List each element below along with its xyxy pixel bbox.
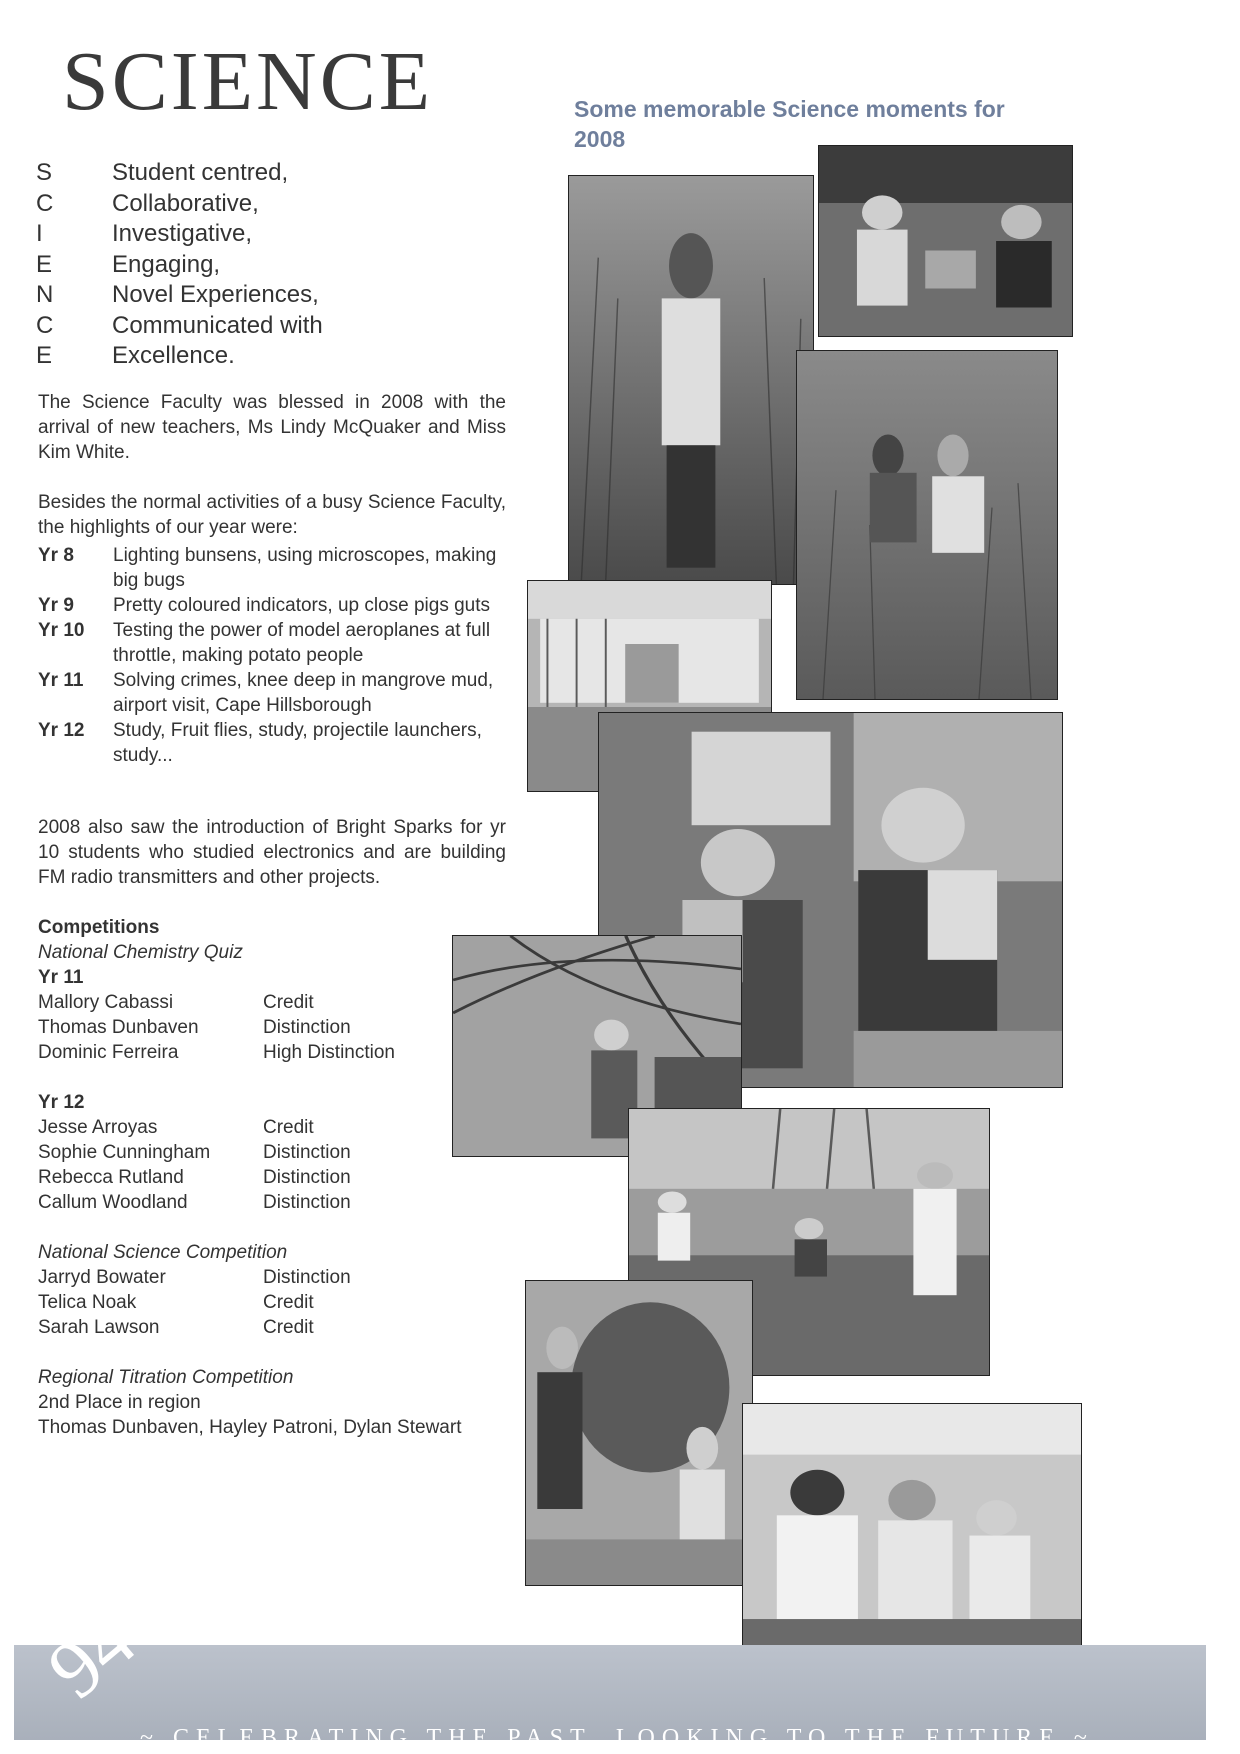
- result-row: [38, 1115, 508, 1140]
- photo-balloon-experiment: [525, 1280, 753, 1586]
- result-row: [38, 1015, 508, 1040]
- acrostic-word: Investigative,: [112, 220, 253, 247]
- acrostic-letter: N: [36, 281, 54, 308]
- acrostic-row: [36, 250, 323, 281]
- result-row: [38, 1265, 508, 1290]
- result-row: [38, 1315, 508, 1340]
- chemistry-quiz-title: National Chemistry Quiz: [38, 942, 243, 963]
- highlight-row: [38, 668, 508, 718]
- result-name: Dominic Ferreira: [38, 1042, 179, 1063]
- result-award: Credit: [263, 1292, 314, 1313]
- result-name: Jarryd Bowater: [38, 1267, 166, 1288]
- titration-team: Thomas Dunbaven, Hayley Patroni, Dylan Stewart: [38, 1417, 462, 1438]
- highlight-text: Pretty coloured indicators, up close pigs guts: [113, 595, 491, 616]
- acrostic-row: [36, 311, 323, 342]
- result-name: Rebecca Rutland: [38, 1167, 184, 1188]
- photo-students-table: [818, 145, 1073, 337]
- highlights-intro: Besides the normal activities of a busy Science Faculty, the highlights of our year were:: [38, 492, 506, 538]
- result-name: Sarah Lawson: [38, 1317, 160, 1338]
- result-name: Sophie Cunningham: [38, 1142, 211, 1163]
- moments-heading: Some memorable Science moments for 2008: [574, 96, 1005, 152]
- result-name: Jesse Arroyas: [38, 1117, 158, 1138]
- highlight-text: Study, Fruit flies, study, projectile launchers, study...: [113, 720, 482, 766]
- result-award: Distinction: [263, 1167, 351, 1188]
- photo-field-work: [796, 350, 1058, 700]
- acrostic-letter: C: [36, 311, 54, 339]
- result-row: [38, 1165, 508, 1190]
- result-row: [38, 1290, 508, 1315]
- highlight-year: Yr 10: [38, 620, 85, 641]
- titration-place: 2nd Place in region: [38, 1392, 201, 1413]
- titration-competition-title: Regional Titration Competition: [38, 1367, 294, 1388]
- acrostic-word: Excellence.: [112, 342, 235, 369]
- acrostic-row: [36, 158, 323, 189]
- highlights-list: [38, 543, 508, 768]
- highlight-year: Yr 8: [38, 545, 74, 566]
- result-row: [38, 1190, 508, 1215]
- acrostic-word: Engaging,: [112, 250, 221, 278]
- result-name: Mallory Cabassi: [38, 992, 174, 1013]
- acrostic-word: Collaborative,: [112, 189, 259, 217]
- result-award: Credit: [263, 1117, 314, 1138]
- photo-mangrove-student: [568, 175, 814, 585]
- highlight-text: Lighting bunsens, using microscopes, making big bugs: [113, 545, 497, 591]
- acrostic-row: [36, 219, 323, 250]
- acrostic-letter: I: [36, 220, 43, 247]
- highlight-row: [38, 593, 508, 618]
- science-competition-title: National Science Competition: [38, 1242, 288, 1263]
- highlight-row: [38, 618, 508, 668]
- yr12-label: Yr 12: [38, 1092, 85, 1113]
- highlight-year: Yr 9: [38, 595, 74, 616]
- result-award: Distinction: [263, 1017, 351, 1038]
- result-row: [38, 1040, 508, 1065]
- result-award: Credit: [263, 992, 314, 1013]
- competitions-section: [38, 915, 508, 1440]
- acrostic-word: Student centred,: [112, 159, 289, 186]
- result-award: Distinction: [263, 1142, 351, 1163]
- highlight-text: Testing the power of model aeroplanes at full throttle, making potato people: [113, 620, 491, 666]
- acrostic-letter: S: [36, 159, 53, 186]
- faculty-paragraph: The Science Faculty was blessed in 2008 with the arrival of new teachers, Ms Lindy McQuaker and Miss Kim White.: [38, 392, 506, 463]
- result-row: [38, 1140, 508, 1165]
- result-name: Telica Noak: [38, 1292, 137, 1313]
- result-row: [38, 990, 508, 1015]
- highlight-row: [38, 718, 508, 768]
- footer-motto: ~ CELEBRATING THE PAST, LOOKING TO THE FUTURE ~: [140, 1725, 1094, 1751]
- acrostic-letter: E: [36, 342, 53, 369]
- acrostic-letter: E: [36, 250, 53, 278]
- result-award: Distinction: [263, 1267, 351, 1288]
- acrostic-row: [36, 189, 323, 220]
- competitions-heading: Competitions: [38, 917, 160, 938]
- acrostic-row: [36, 280, 323, 311]
- highlight-year: Yr 11: [38, 670, 84, 691]
- highlight-text: Solving crimes, knee deep in mangrove mud, airport visit, Cape Hillsborough: [113, 670, 494, 716]
- highlight-row: [38, 543, 508, 593]
- acrostic-word: Communicated with: [112, 311, 323, 339]
- acrostic-letter: C: [36, 189, 54, 217]
- page-title: SCIENCE: [62, 35, 434, 128]
- bright-sparks-paragraph: 2008 also saw the introduction of Bright Sparks for yr 10 students who studied electronics and are building FM radio transmitters and other projects.: [38, 817, 506, 888]
- result-name: Callum Woodland: [38, 1192, 188, 1213]
- acrostic-word: Novel Experiences,: [112, 281, 319, 308]
- yr11-label: Yr 11: [38, 967, 84, 988]
- result-award: Distinction: [263, 1192, 351, 1213]
- highlight-year: Yr 12: [38, 720, 85, 741]
- acrostic: [36, 158, 323, 372]
- result-award: Credit: [263, 1317, 314, 1338]
- acrostic-row: [36, 341, 323, 372]
- result-name: Thomas Dunbaven: [38, 1017, 199, 1038]
- page-number: 94: [30, 1593, 153, 1716]
- result-award: High Distinction: [263, 1042, 395, 1063]
- photo-lab-students: [742, 1403, 1082, 1658]
